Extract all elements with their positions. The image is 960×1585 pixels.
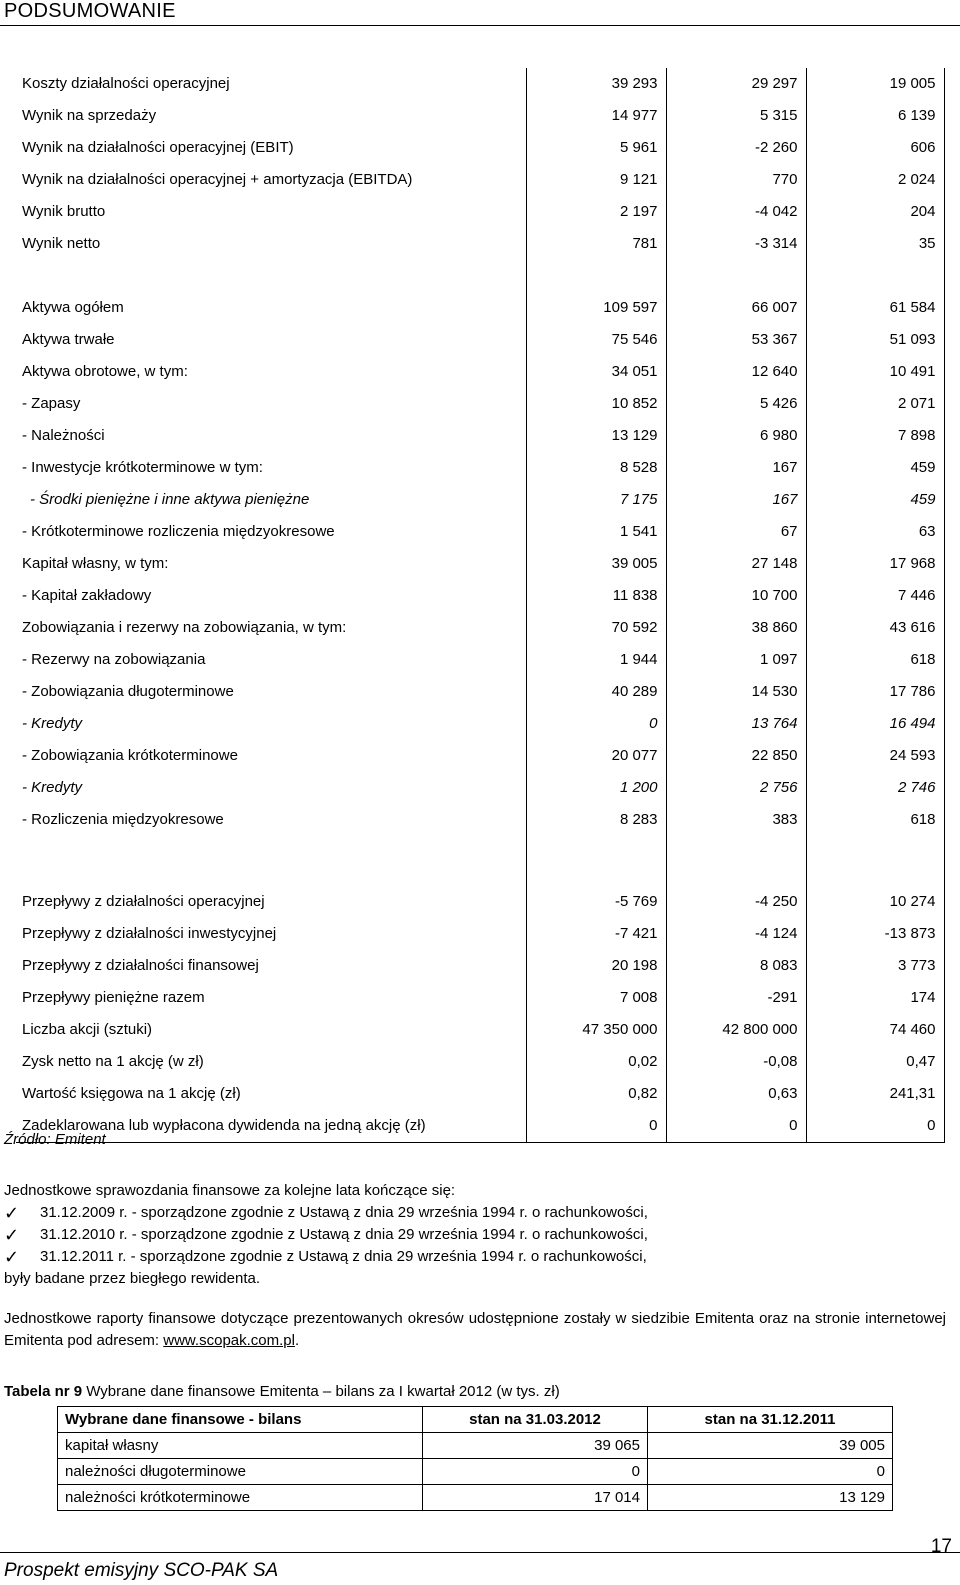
row-label: Kapitał własny, w tym:	[16, 548, 526, 580]
table-row	[16, 676, 944, 708]
table-row	[16, 1014, 944, 1046]
value-cell: 75 546	[526, 324, 666, 356]
value-cell: 0	[666, 1110, 806, 1143]
table-row	[16, 164, 944, 196]
row-label: Przepływy z działalności finansowej	[16, 950, 526, 982]
row-label: Koszty działalności operacyjnej	[16, 68, 526, 100]
row-label: Zadeklarowana lub wypłacona dywidenda na jedną akcję (zł)	[16, 1110, 526, 1143]
table-row	[16, 228, 944, 260]
balance-label: kapitał własny	[58, 1433, 423, 1459]
table-row	[16, 452, 944, 484]
balance-value: 17 014	[423, 1485, 648, 1511]
value-cell: 14 530	[666, 676, 806, 708]
value-cell: 24 593	[806, 740, 944, 772]
value-cell: 5 426	[666, 388, 806, 420]
balance-header-row	[58, 1407, 893, 1433]
row-label: - Krótkoterminowe rozliczenia międzyokresowe	[16, 516, 526, 548]
table-row	[16, 196, 944, 228]
value-cell: 17 968	[806, 548, 944, 580]
table-row	[16, 772, 944, 804]
table-row	[16, 356, 944, 388]
value-cell: 12 640	[666, 356, 806, 388]
value-cell: 22 850	[666, 740, 806, 772]
table-row	[16, 708, 944, 740]
balance-row	[58, 1433, 893, 1459]
row-label: Liczba akcji (sztuki)	[16, 1014, 526, 1046]
row-label: - Zapasy	[16, 388, 526, 420]
balance-row	[58, 1459, 893, 1485]
value-cell: 66 007	[666, 292, 806, 324]
table-row	[16, 918, 944, 950]
balance-value: 39 065	[423, 1433, 648, 1459]
page-number: 17	[930, 1536, 952, 1557]
value-cell: 61 584	[806, 292, 944, 324]
value-cell: 618	[806, 804, 944, 836]
value-cell: 7 898	[806, 420, 944, 452]
audit-notes	[4, 1180, 946, 1352]
table-row	[16, 292, 944, 324]
audit-outro: były badane przez biegłego rewidenta.	[4, 1270, 261, 1287]
financial-summary-table	[16, 68, 945, 1143]
row-label: Aktywa trwałe	[16, 324, 526, 356]
row-label: Wynik na sprzedaży	[16, 100, 526, 132]
table-row	[16, 804, 944, 836]
value-cell: 34 051	[526, 356, 666, 388]
spacer-cell	[666, 260, 806, 292]
value-cell: 63	[806, 516, 944, 548]
value-cell: 29 297	[666, 68, 806, 100]
value-cell: 17 786	[806, 676, 944, 708]
spacer-cell	[526, 260, 666, 292]
balance-label: należności długoterminowe	[58, 1459, 423, 1485]
table-row	[16, 950, 944, 982]
value-cell: 10 852	[526, 388, 666, 420]
value-cell: 19 005	[806, 68, 944, 100]
value-cell: 27 148	[666, 548, 806, 580]
row-label: - Zobowiązania krótkoterminowe	[16, 740, 526, 772]
balance-label: należności krótkoterminowe	[58, 1485, 423, 1511]
check-icon: ✓	[4, 1203, 20, 1223]
value-cell: 51 093	[806, 324, 944, 356]
value-cell: 16 494	[806, 708, 944, 740]
balance-value: 0	[648, 1459, 893, 1485]
value-cell: 40 289	[526, 676, 666, 708]
website-link[interactable]: www.scopak.com.pl	[163, 1332, 295, 1349]
value-cell: 167	[666, 452, 806, 484]
value-cell: 0,47	[806, 1046, 944, 1078]
value-cell: 5 315	[666, 100, 806, 132]
spacer-cell	[666, 836, 806, 886]
row-label: - Rezerwy na zobowiązania	[16, 644, 526, 676]
spacer-row	[16, 836, 944, 886]
table-row	[16, 886, 944, 918]
value-cell: 174	[806, 982, 944, 1014]
check-icon: ✓	[4, 1225, 20, 1245]
value-cell: 0,02	[526, 1046, 666, 1078]
audit-intro: Jednostkowe sprawozdania finansowe za kolejne lata kończące się:	[4, 1182, 456, 1199]
source-note: Źródło: Emitent	[4, 1131, 106, 1148]
table-row	[16, 580, 944, 612]
balance-row	[58, 1485, 893, 1511]
balance-header-cell: stan na 31.03.2012	[423, 1407, 648, 1433]
check-icon: ✓	[4, 1247, 20, 1267]
value-cell: 109 597	[526, 292, 666, 324]
row-label: Zysk netto na 1 akcję (w zł)	[16, 1046, 526, 1078]
value-cell: -4 250	[666, 886, 806, 918]
table-row	[16, 68, 944, 100]
row-label: Aktywa ogółem	[16, 292, 526, 324]
value-cell: 2 756	[666, 772, 806, 804]
row-label: Zobowiązania i rezerwy na zobowiązania, w tym:	[16, 612, 526, 644]
footer-title: Prospekt emisyjny SCO-PAK SA	[4, 1560, 279, 1581]
row-label: - Inwestycje krótkoterminowe w tym:	[16, 452, 526, 484]
row-label: Wynik na działalności operacyjnej + amortyzacja (EBITDA)	[16, 164, 526, 196]
value-cell: 10 274	[806, 886, 944, 918]
value-cell: 2 024	[806, 164, 944, 196]
row-label: Wynik na działalności operacyjnej (EBIT)	[16, 132, 526, 164]
value-cell: 8 283	[526, 804, 666, 836]
value-cell: 167	[666, 484, 806, 516]
value-cell: 459	[806, 452, 944, 484]
value-cell: 9 121	[526, 164, 666, 196]
value-cell: 14 977	[526, 100, 666, 132]
row-label: Przepływy z działalności operacyjnej	[16, 886, 526, 918]
value-cell: 0	[526, 708, 666, 740]
audit-item: ✓ 31.12.2011 r. - sporządzone zgodnie z Ustawą z dnia 29 września 1994 r. o rachunkowości,	[4, 1247, 647, 1267]
value-cell: -0,08	[666, 1046, 806, 1078]
value-cell: 38 860	[666, 612, 806, 644]
value-cell: 241,31	[806, 1078, 944, 1110]
value-cell: 10 491	[806, 356, 944, 388]
table-row	[16, 982, 944, 1014]
table-row	[16, 100, 944, 132]
value-cell: 1 097	[666, 644, 806, 676]
row-label: - Kredyty	[16, 708, 526, 740]
table-row	[16, 132, 944, 164]
value-cell: 618	[806, 644, 944, 676]
table-caption: Tabela nr 9 Wybrane dane finansowe Emitenta – bilans za I kwartał 2012 (w tys. zł)	[4, 1383, 560, 1400]
row-label: - Kapitał zakładowy	[16, 580, 526, 612]
table-row	[16, 1046, 944, 1078]
value-cell: 5 961	[526, 132, 666, 164]
value-cell: -7 421	[526, 918, 666, 950]
audit-list	[4, 1202, 946, 1268]
value-cell: 2 071	[806, 388, 944, 420]
balance-value: 39 005	[648, 1433, 893, 1459]
value-cell: 8 528	[526, 452, 666, 484]
value-cell: 20 077	[526, 740, 666, 772]
spacer-row	[16, 260, 944, 292]
value-cell: 1 541	[526, 516, 666, 548]
value-cell: 459	[806, 484, 944, 516]
value-cell: -4 124	[666, 918, 806, 950]
table-row	[16, 1078, 944, 1110]
balance-table	[57, 1406, 893, 1511]
table-row	[16, 420, 944, 452]
table-row	[16, 1110, 944, 1143]
table-row	[16, 644, 944, 676]
value-cell: 0,82	[526, 1078, 666, 1110]
value-cell: 6 139	[806, 100, 944, 132]
value-cell: 47 350 000	[526, 1014, 666, 1046]
value-cell: 7 175	[526, 484, 666, 516]
section-title: PODSUMOWANIE	[0, 0, 960, 26]
value-cell: 770	[666, 164, 806, 196]
table-row	[16, 516, 944, 548]
value-cell: -3 314	[666, 228, 806, 260]
row-label: Wynik brutto	[16, 196, 526, 228]
row-label: Wynik netto	[16, 228, 526, 260]
table-row	[16, 484, 944, 516]
value-cell: 53 367	[666, 324, 806, 356]
table-row	[16, 740, 944, 772]
row-label: - Zobowiązania długoterminowe	[16, 676, 526, 708]
value-cell: 383	[666, 804, 806, 836]
value-cell: 2 197	[526, 196, 666, 228]
value-cell: 0,63	[666, 1078, 806, 1110]
balance-value: 0	[423, 1459, 648, 1485]
table-row	[16, 324, 944, 356]
value-cell: 6 980	[666, 420, 806, 452]
spacer-cell	[16, 836, 526, 886]
value-cell: 8 083	[666, 950, 806, 982]
value-cell: 39 293	[526, 68, 666, 100]
value-cell: 204	[806, 196, 944, 228]
value-cell: 10 700	[666, 580, 806, 612]
value-cell: -4 042	[666, 196, 806, 228]
value-cell: 20 198	[526, 950, 666, 982]
value-cell: 1 944	[526, 644, 666, 676]
audit-item: ✓ 31.12.2009 r. - sporządzone zgodnie z Ustawą z dnia 29 września 1994 r. o rachunkowości,	[4, 1203, 648, 1223]
value-cell: 7 008	[526, 982, 666, 1014]
value-cell: 0	[806, 1110, 944, 1143]
value-cell: 43 616	[806, 612, 944, 644]
row-label: Przepływy z działalności inwestycyjnej	[16, 918, 526, 950]
value-cell: 1 200	[526, 772, 666, 804]
spacer-cell	[526, 836, 666, 886]
table-row	[16, 612, 944, 644]
audit-item: ✓ 31.12.2010 r. - sporządzone zgodnie z Ustawą z dnia 29 września 1994 r. o rachunkowości,	[4, 1225, 648, 1245]
row-label: - Środki pieniężne i inne aktywa pieniężne	[16, 484, 526, 516]
value-cell: 781	[526, 228, 666, 260]
row-label: - Kredyty	[16, 772, 526, 804]
reports-paragraph: Jednostkowe raporty finansowe dotyczące prezentowanych okresów udostępnione zostały w siedzibie Emitenta oraz na stronie internetowej Emitenta pod adresem: www.scopak.com.pl.	[4, 1310, 946, 1349]
value-cell: 3 773	[806, 950, 944, 982]
row-label: Przepływy pieniężne razem	[16, 982, 526, 1014]
value-cell: 39 005	[526, 548, 666, 580]
value-cell: 0	[526, 1110, 666, 1143]
table-row	[16, 548, 944, 580]
value-cell: 7 446	[806, 580, 944, 612]
value-cell: -2 260	[666, 132, 806, 164]
balance-value: 13 129	[648, 1485, 893, 1511]
footer-divider	[0, 1552, 960, 1553]
table-number: Tabela nr 9	[4, 1383, 83, 1400]
value-cell: 13 764	[666, 708, 806, 740]
value-cell: 2 746	[806, 772, 944, 804]
value-cell: -291	[666, 982, 806, 1014]
spacer-cell	[806, 836, 944, 886]
value-cell: -5 769	[526, 886, 666, 918]
value-cell: 70 592	[526, 612, 666, 644]
row-label: - Rozliczenia międzyokresowe	[16, 804, 526, 836]
value-cell: 67	[666, 516, 806, 548]
value-cell: -13 873	[806, 918, 944, 950]
value-cell: 11 838	[526, 580, 666, 612]
row-label: Wartość księgowa na 1 akcję (zł)	[16, 1078, 526, 1110]
value-cell: 74 460	[806, 1014, 944, 1046]
value-cell: 35	[806, 228, 944, 260]
value-cell: 42 800 000	[666, 1014, 806, 1046]
balance-header-cell: Wybrane dane finansowe - bilans	[58, 1407, 423, 1433]
value-cell: 606	[806, 132, 944, 164]
balance-header-cell: stan na 31.12.2011	[648, 1407, 893, 1433]
spacer-cell	[16, 260, 526, 292]
table-row	[16, 388, 944, 420]
row-label: - Należności	[16, 420, 526, 452]
value-cell: 13 129	[526, 420, 666, 452]
row-label: Aktywa obrotowe, w tym:	[16, 356, 526, 388]
spacer-cell	[806, 260, 944, 292]
